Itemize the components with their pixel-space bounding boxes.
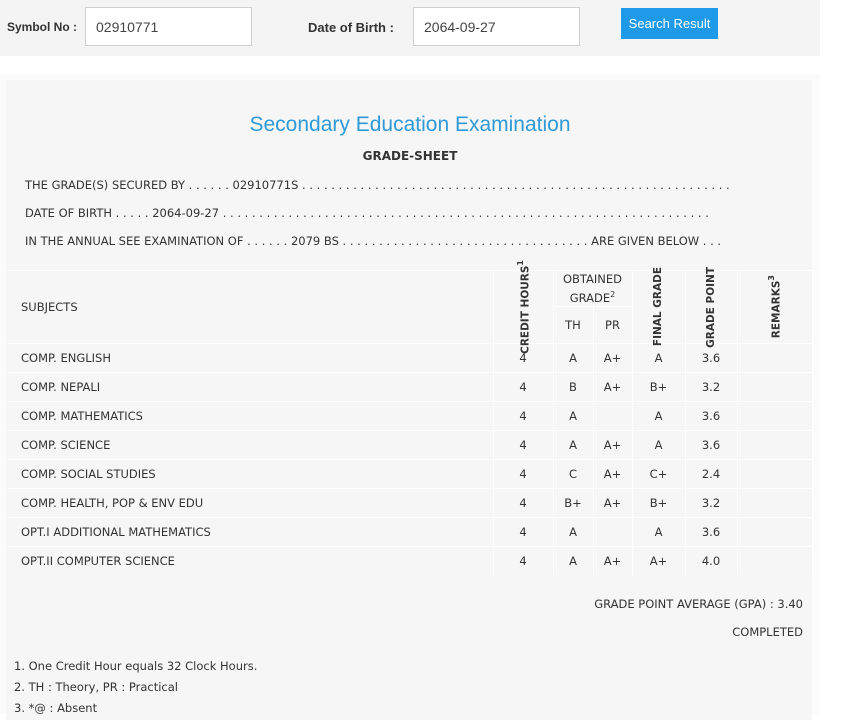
theory-grade-cell: B (553, 373, 593, 402)
subject-cell: COMP. SOCIAL STUDIES (7, 460, 493, 489)
grade-point-cell: 4.0 (685, 547, 737, 576)
secured-by-line: THE GRADE(S) SECURED BY . . . . . . 02910771S . . . . . . . . . . . . . . . . . . . . . . . . . . . . . . . . . . . . . . . . . . . . . . . . . . . . . . . . . . . (25, 178, 730, 192)
practical-grade-cell: A+ (593, 489, 632, 518)
final-grade-cell: B+ (632, 489, 685, 518)
date-of-birth-line: DATE OF BIRTH . . . . . 2064-09-27 . . . . . . . . . . . . . . . . . . . . . . . . . . . . . . . . . . . . . . . . . . . . . . . . . . . . . . . . . . . . . . . . . . . (25, 206, 709, 220)
dob-input[interactable] (413, 7, 580, 46)
table-row (7, 547, 812, 576)
remarks-header: REMARKS$^3$ (737, 271, 812, 344)
remarks-cell (737, 489, 812, 518)
table-row (7, 489, 812, 518)
grade-point-cell: 3.2 (685, 373, 737, 402)
subject-cell: COMP. HEALTH, POP & ENV EDU (7, 489, 493, 518)
subject-cell: COMP. NEPALI (7, 373, 493, 402)
remarks-cell (737, 460, 812, 489)
grade-point-header: GRADE POINT (685, 271, 737, 344)
table-row (7, 460, 812, 489)
final-grade-header: FINAL GRADE (632, 271, 685, 344)
practical-grade-cell: A+ (593, 373, 632, 402)
practical-grade-cell: A+ (593, 344, 632, 373)
table-row (7, 373, 812, 402)
grade-point-cell: 3.6 (685, 518, 737, 547)
credit-hours-cell: 4 (493, 489, 553, 518)
subject-cell: OPT.II COMPUTER SCIENCE (7, 547, 493, 576)
table-row (7, 344, 812, 373)
subject-cell: COMP. SCIENCE (7, 431, 493, 460)
final-grade-cell: A (632, 344, 685, 373)
symbol-input[interactable] (85, 7, 252, 46)
grade-sheet-title: GRADE-SHEET (362, 149, 458, 163)
remarks-cell (737, 431, 812, 460)
theory-header: TH (553, 307, 593, 344)
obtained-grade-header: OBTAINED GRADE$^2$ (553, 271, 632, 307)
practical-grade-cell: A+ (593, 460, 632, 489)
theory-grade-cell: C (553, 460, 593, 489)
dob-label: Date of Birth : (308, 20, 394, 35)
footnote-item: 3. *@ : Absent (14, 701, 98, 715)
footnote-item: 2. TH : Theory, PR : Practical (14, 680, 178, 694)
search-bar (0, 0, 820, 56)
table-row (7, 518, 812, 547)
table-row (7, 402, 812, 431)
result-status: COMPLETED (732, 625, 803, 639)
final-grade-cell: A+ (632, 547, 685, 576)
practical-grade-cell: A+ (593, 547, 632, 576)
theory-grade-cell: A (553, 431, 593, 460)
grades-table (7, 260, 813, 575)
grade-point-cell: 3.6 (685, 402, 737, 431)
subject-cell: COMP. ENGLISH (7, 344, 493, 373)
credit-hours-cell: 4 (493, 518, 553, 547)
practical-grade-cell: A+ (593, 431, 632, 460)
practical-grade-cell (593, 402, 632, 431)
remarks-cell (737, 402, 812, 431)
gpa-summary: GRADE POINT AVERAGE (GPA) : 3.40 (594, 597, 803, 611)
practical-header: PR (593, 307, 632, 344)
remarks-cell (737, 373, 812, 402)
credit-hours-cell: 4 (493, 344, 553, 373)
grade-point-cell: 3.6 (685, 431, 737, 460)
final-grade-cell: C+ (632, 460, 685, 489)
credit-hours-cell: 4 (493, 431, 553, 460)
credit-hours-cell: 4 (493, 402, 553, 431)
grade-point-cell: 2.4 (685, 460, 737, 489)
subject-cell: OPT.I ADDITIONAL MATHEMATICS (7, 518, 493, 547)
subjects-header: SUBJECTS (7, 271, 493, 344)
final-grade-cell: A (632, 402, 685, 431)
theory-grade-cell: A (553, 547, 593, 576)
credit-hours-header: CREDIT HOURS$^1$ (493, 271, 553, 344)
search-result-button[interactable]: Search Result (621, 8, 718, 39)
grade-point-cell: 3.2 (685, 489, 737, 518)
footnote-item: 1. One Credit Hour equals 32 Clock Hours. (14, 659, 258, 673)
remarks-cell (737, 344, 812, 373)
theory-grade-cell: A (553, 402, 593, 431)
final-grade-cell: B+ (632, 373, 685, 402)
theory-grade-cell: B+ (553, 489, 593, 518)
subject-cell: COMP. MATHEMATICS (7, 402, 493, 431)
practical-grade-cell (593, 518, 632, 547)
footnotes (14, 656, 257, 719)
theory-grade-cell: A (553, 344, 593, 373)
credit-hours-cell: 4 (493, 373, 553, 402)
final-grade-cell: A (632, 431, 685, 460)
final-grade-cell: A (632, 518, 685, 547)
exam-title: Secondary Education Examination (249, 113, 571, 136)
theory-grade-cell: A (553, 518, 593, 547)
remarks-cell (737, 518, 812, 547)
grade-point-cell: 3.6 (685, 344, 737, 373)
credit-hours-cell: 4 (493, 547, 553, 576)
credit-hours-cell: 4 (493, 460, 553, 489)
remarks-cell (737, 547, 812, 576)
examination-line: IN THE ANNUAL SEE EXAMINATION OF . . . . . . 2079 BS . . . . . . . . . . . . . . . . . . . . . . . . . . . . . . . . . . ARE GIVEN BELOW . . . (25, 234, 722, 248)
table-row (7, 431, 812, 460)
symbol-label: Symbol No : (7, 20, 78, 34)
